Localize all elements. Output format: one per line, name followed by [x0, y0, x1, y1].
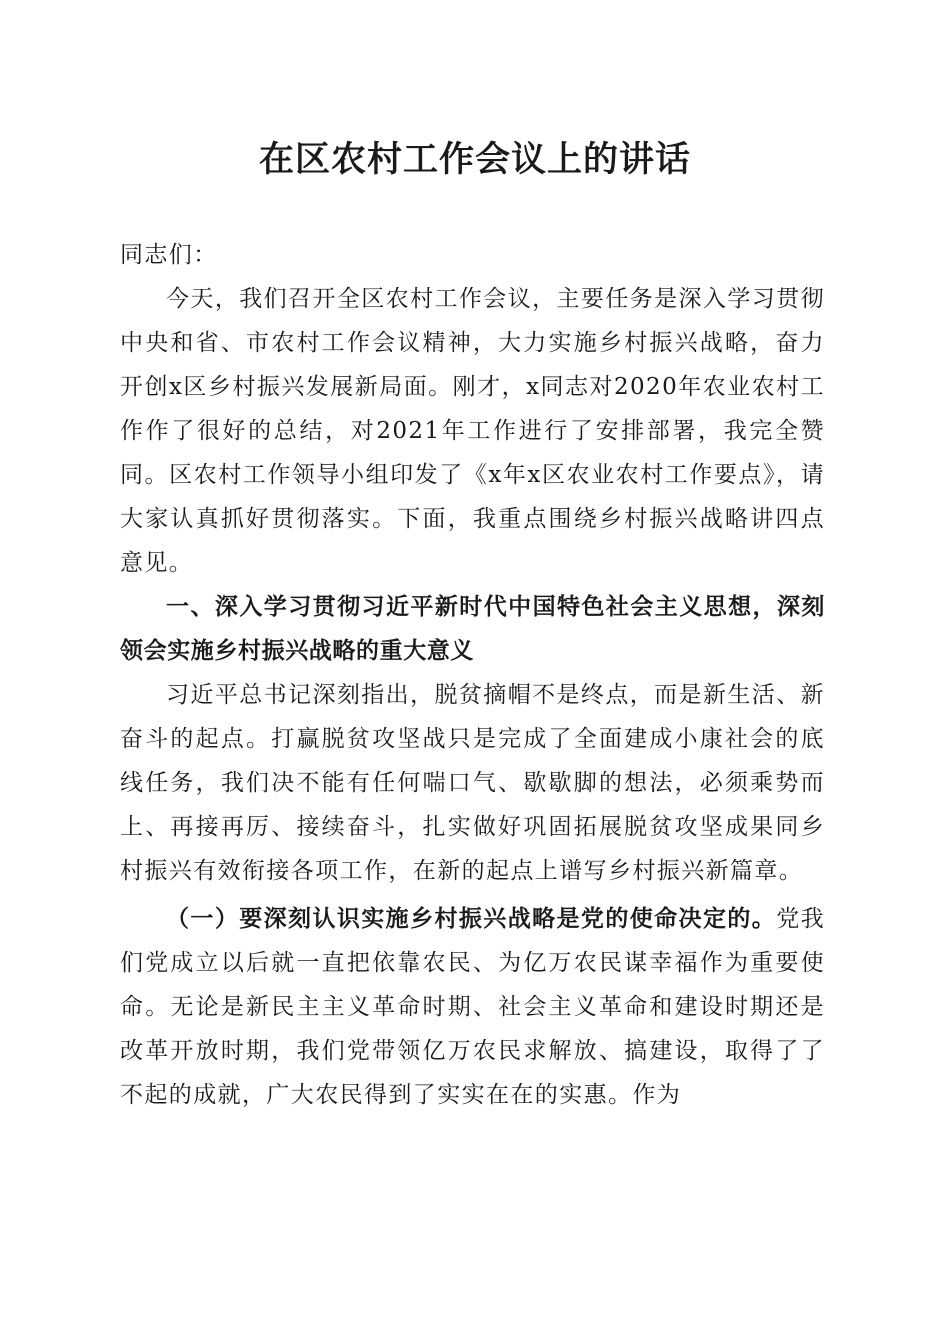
document-title: 在区农村工作会议上的讲话: [258, 139, 691, 180]
salutation: 同志们：: [120, 242, 218, 268]
subsection-1-paragraph: [120, 897, 825, 1117]
subsection-1-text: 党我们党成立以后就一直把依靠农民、为亿万农民谋幸福作为重要使命。无论是新民主主义革命时期、社会主义革命和建设时期还是改革开放时期，我们党带领亿万农民求解放、搞建设，取得了了不起的成就，广大农民得到了实实在在的实惠。作为: [120, 906, 825, 1108]
document-body: [120, 233, 825, 1117]
subsection-1-lead: （一）要深刻认识实施乡村振兴战略是党的使命决定的。: [166, 905, 777, 932]
section-1-heading: 一、深入学习贯彻习近平新时代中国特色社会主义思想，深刻领会实施乡村振兴战略的重大意义: [120, 594, 825, 664]
intro-paragraph: 今天，我们召开全区农村工作会议，主要任务是深入学习贯彻中央和省、市农村工作会议精神，大力实施乡村振兴战略，奋力开创x区乡村振兴发展新局面。刚才，x同志对2020年农业农村工作作了很好的总结，对2021年工作进行了安排部署，我完全赞同。区农村工作领导小组印发了《x年x区农业农村工作要点》，请大家认真抓好贯彻落实。下面，我重点围绕乡村振兴战略讲四点意见。: [120, 286, 825, 576]
section-1-paragraph: 习近平总书记深刻指出，脱贫摘帽不是终点，而是新生活、新奋斗的起点。打赢脱贫攻坚战只是完成了全面建成小康社会的底线任务，我们决不能有任何喘口气、歇歇脚的想法，必须乘势而上、再接再厉、接续奋斗，扎实做好巩固拓展脱贫攻坚成果同乡村振兴有效衔接各项工作，在新的起点上谱写乡村振兴新篇章。: [120, 682, 825, 884]
